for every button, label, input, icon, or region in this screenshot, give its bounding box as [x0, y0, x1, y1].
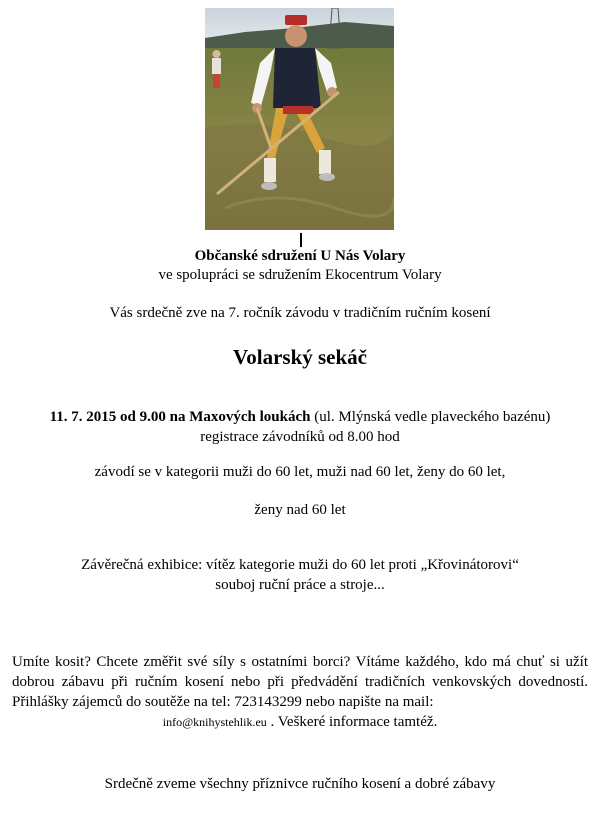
- text-cursor-mark: [300, 233, 302, 247]
- location-note: (ul. Mlýnská vedle plaveckého bazénu): [310, 409, 551, 425]
- organizer-name: Občanské sdružení U Nás Volary: [194, 248, 406, 264]
- date-location-line: [0, 409, 600, 426]
- scythe-mower-photo: [205, 8, 394, 230]
- categories-line-1: závodí se v kategorii muži do 60 let, muži nad 60 let, ženy do 60 let,: [94, 464, 506, 480]
- exhibition-line-2: souboj ruční práce a stroje...: [215, 577, 385, 593]
- closing-line: Srdečně zveme všechny příznivce ručního kosení a dobré zábavy: [104, 776, 496, 792]
- exhibition-line-1: Závěrečná exhibice: vítěz kategorie muži do 60 let proti „Křovinátorovi“: [81, 557, 519, 573]
- info-tail: . Veškeré informace tamtéž.: [266, 714, 438, 730]
- info-paragraph: [12, 652, 588, 732]
- contact-line: [12, 712, 588, 732]
- registration-line: registrace závodníků od 8.00 hod: [200, 429, 400, 445]
- event-title: Volarský sekáč: [233, 345, 367, 369]
- email-link[interactable]: info@knihystehlik.eu: [162, 715, 267, 729]
- info-text: Umíte kosit? Chcete změřit své síly s ostatními borci? Vítáme každého, kdo má chuť si užít dobrou zábavu při ručním kosení nebo při předvádění tradičních venkovských dovedností. Přihlášky zájemců do soutěže na tel: 723143299 nebo napište na mail:: [12, 654, 588, 710]
- event-date: 11. 7. 2015 od 9.00 na Maxových loukách: [49, 409, 311, 425]
- invitation-line: Vás srdečně zve na 7. ročník závodu v tradičním ručním kosení: [109, 305, 491, 321]
- categories-line-2: ženy nad 60 let: [254, 502, 346, 518]
- cooperation-line: ve spolupráci se sdružením Ekocentrum Volary: [158, 267, 442, 283]
- event-photo: [205, 8, 394, 230]
